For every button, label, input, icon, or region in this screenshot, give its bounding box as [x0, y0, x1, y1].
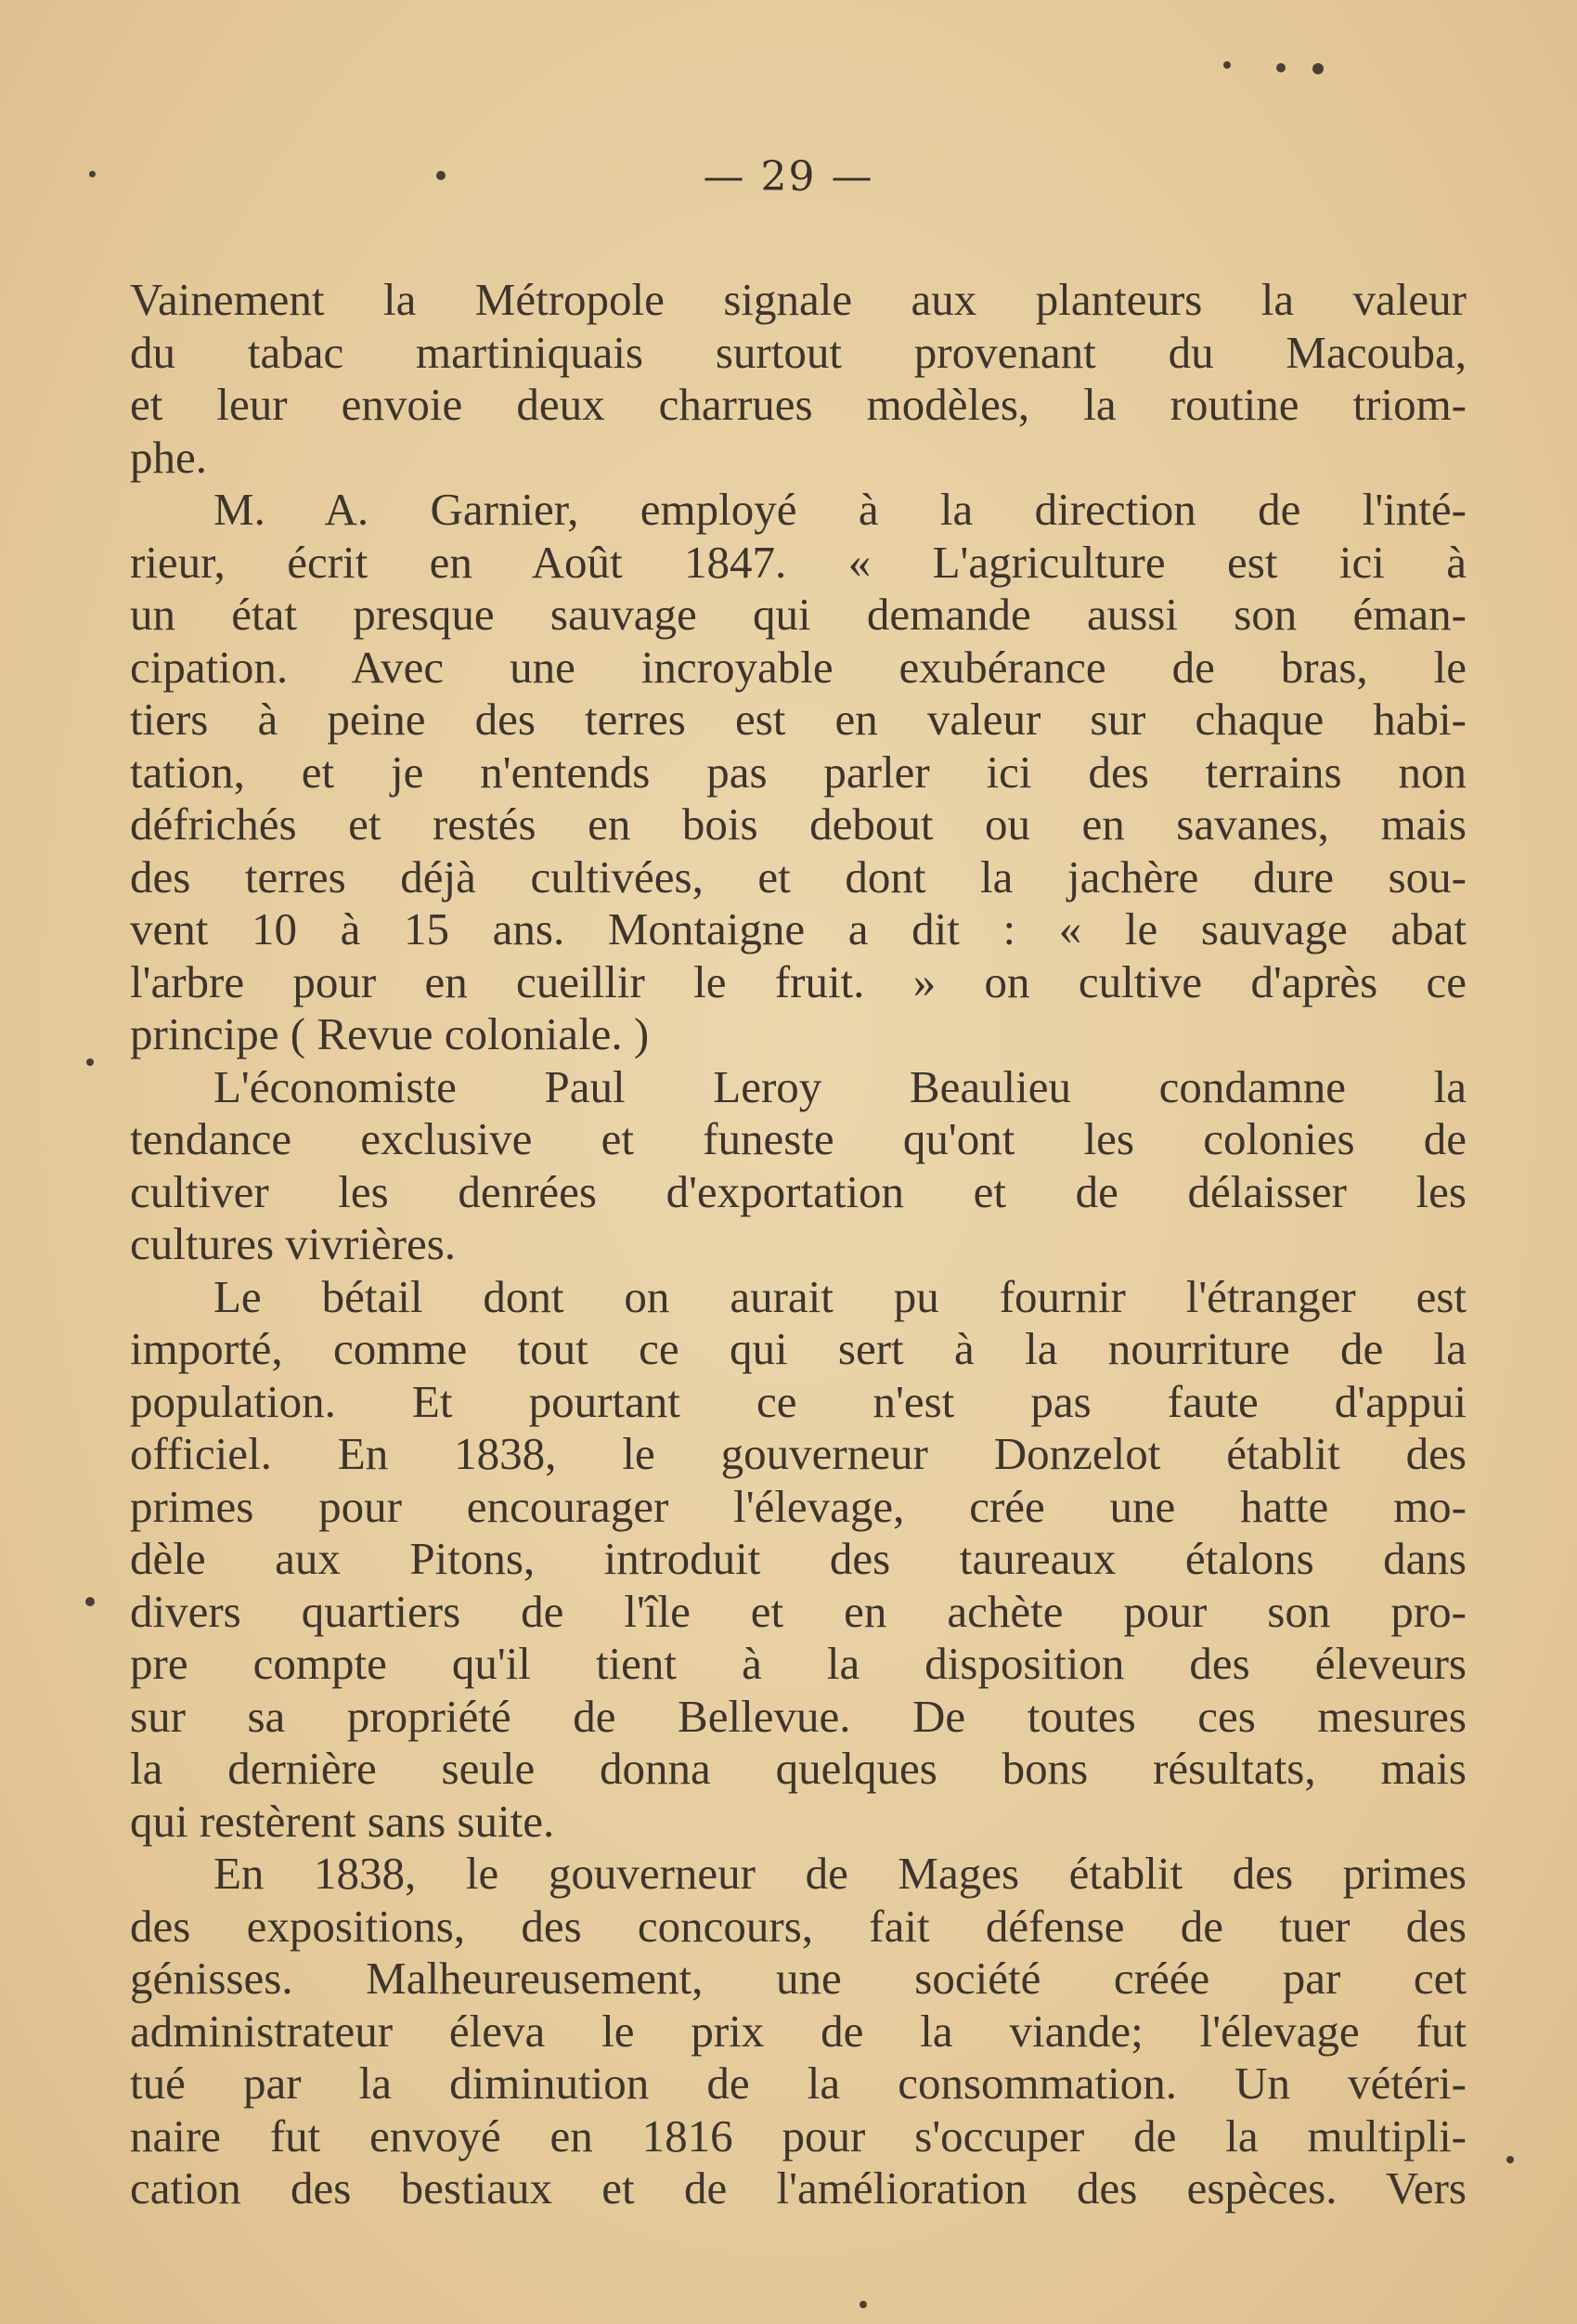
- text-line: En 1838, le gouverneur de Mages établit des primes: [213, 1848, 1467, 1899]
- text-line: cipation. Avec une incroyable exubérance de bras, le: [130, 641, 1467, 693]
- ink-speck: [86, 1058, 94, 1066]
- ink-speck: [1223, 61, 1231, 69]
- text-line: vent 10 à 15 ans. Montaigne a dit : « le sauvage abat: [130, 903, 1467, 954]
- paragraph-1: [130, 274, 1467, 484]
- text-line: tiers à peine des terres est en valeur sur chaque habi-: [130, 694, 1467, 745]
- text-line: cultures vivrières.: [130, 1218, 457, 1269]
- text-line: qui restèrent sans suite.: [130, 1795, 555, 1847]
- text-line: tendance exclusive et funeste qu'ont les colonies de: [130, 1113, 1467, 1164]
- page-number: — 29 —: [703, 153, 874, 201]
- text-line: M. A. Garnier, employé à la direction de l'inté-: [213, 484, 1467, 535]
- ink-speck: [436, 171, 446, 180]
- ink-speck: [860, 2301, 867, 2308]
- ink-speck: [1506, 2156, 1514, 2163]
- text-line: Le bétail dont on aurait pu fournir l'étranger est: [213, 1270, 1467, 1322]
- paragraph-2: [130, 484, 1467, 1061]
- body-text: [130, 274, 1467, 2215]
- text-line: des terres déjà cultivées, et dont la jachère dure sou-: [130, 850, 1467, 902]
- text-line: pre compte qu'il tient à la disposition des éleveurs: [130, 1638, 1467, 1689]
- paragraph-4: [130, 1271, 1467, 1849]
- text-line: et leur envoie deux charrues modèles, la routine triom-: [130, 379, 1467, 430]
- text-line: primes pour encourager l'élevage, crée une hatte mo-: [130, 1480, 1467, 1532]
- text-line: sur sa propriété de Bellevue. De toutes ces mesures: [130, 1690, 1467, 1742]
- text-line: importé, comme tout ce qui sert à la nourriture de la: [130, 1323, 1467, 1374]
- text-line: la dernière seule donna quelques bons résultats, mais: [130, 1743, 1467, 1794]
- paragraph-3: [130, 1061, 1467, 1271]
- text-line: naire fut envoyé en 1816 pour s'occuper de la multipli-: [130, 2110, 1467, 2162]
- ink-speck: [1312, 63, 1324, 74]
- text-line: tation, et je n'entends pas parler ici des terrains non: [130, 746, 1467, 798]
- text-line: génisses. Malheureusement, une société créée par cet: [130, 1953, 1467, 2004]
- text-line: administrateur éleva le prix de la viande; l'élevage fut: [130, 2005, 1467, 2057]
- text-line: tué par la diminution de la consommation. Un vétéri-: [130, 2058, 1467, 2109]
- text-line: principe ( Revue coloniale. ): [130, 1008, 650, 1059]
- text-line: l'arbre pour en cueillir le fruit. » on cultive d'après ce: [130, 955, 1467, 1007]
- text-line: défrichés et restés en bois debout ou en savanes, mais: [130, 798, 1467, 850]
- text-line: des expositions, des concours, fait défense de tuer des: [130, 1900, 1467, 1952]
- text-line: cultiver les denrées d'exportation et de délaisser les: [130, 1165, 1467, 1217]
- ink-speck: [89, 171, 96, 177]
- text-line: rieur, écrit en Août 1847. « L'agriculture est ici à: [130, 536, 1467, 588]
- text-line: cation des bestiaux et de l'amélioration des espèces. Vers: [130, 2162, 1467, 2214]
- text-line: dèle aux Pitons, introduit des taureaux étalons dans: [130, 1533, 1467, 1584]
- text-line: Vainement la Métropole signale aux planteurs la valeur: [130, 274, 1467, 325]
- text-line: population. Et pourtant ce n'est pas faute d'appui: [130, 1375, 1467, 1427]
- ink-speck: [85, 1597, 95, 1606]
- text-line: un état presque sauvage qui demande aussi son éman-: [130, 589, 1467, 640]
- paragraph-5: [130, 1848, 1467, 2215]
- text-line: divers quartiers de l'île et en achète pour son pro-: [130, 1585, 1467, 1637]
- text-line: officiel. En 1838, le gouverneur Donzelot établit des: [130, 1428, 1467, 1479]
- text-line: L'économiste Paul Leroy Beaulieu condamne la: [213, 1060, 1467, 1112]
- ink-speck: [1276, 63, 1286, 72]
- text-line: du tabac martiniquais surtout provenant du Macouba,: [130, 326, 1467, 378]
- text-line: phe.: [130, 431, 207, 483]
